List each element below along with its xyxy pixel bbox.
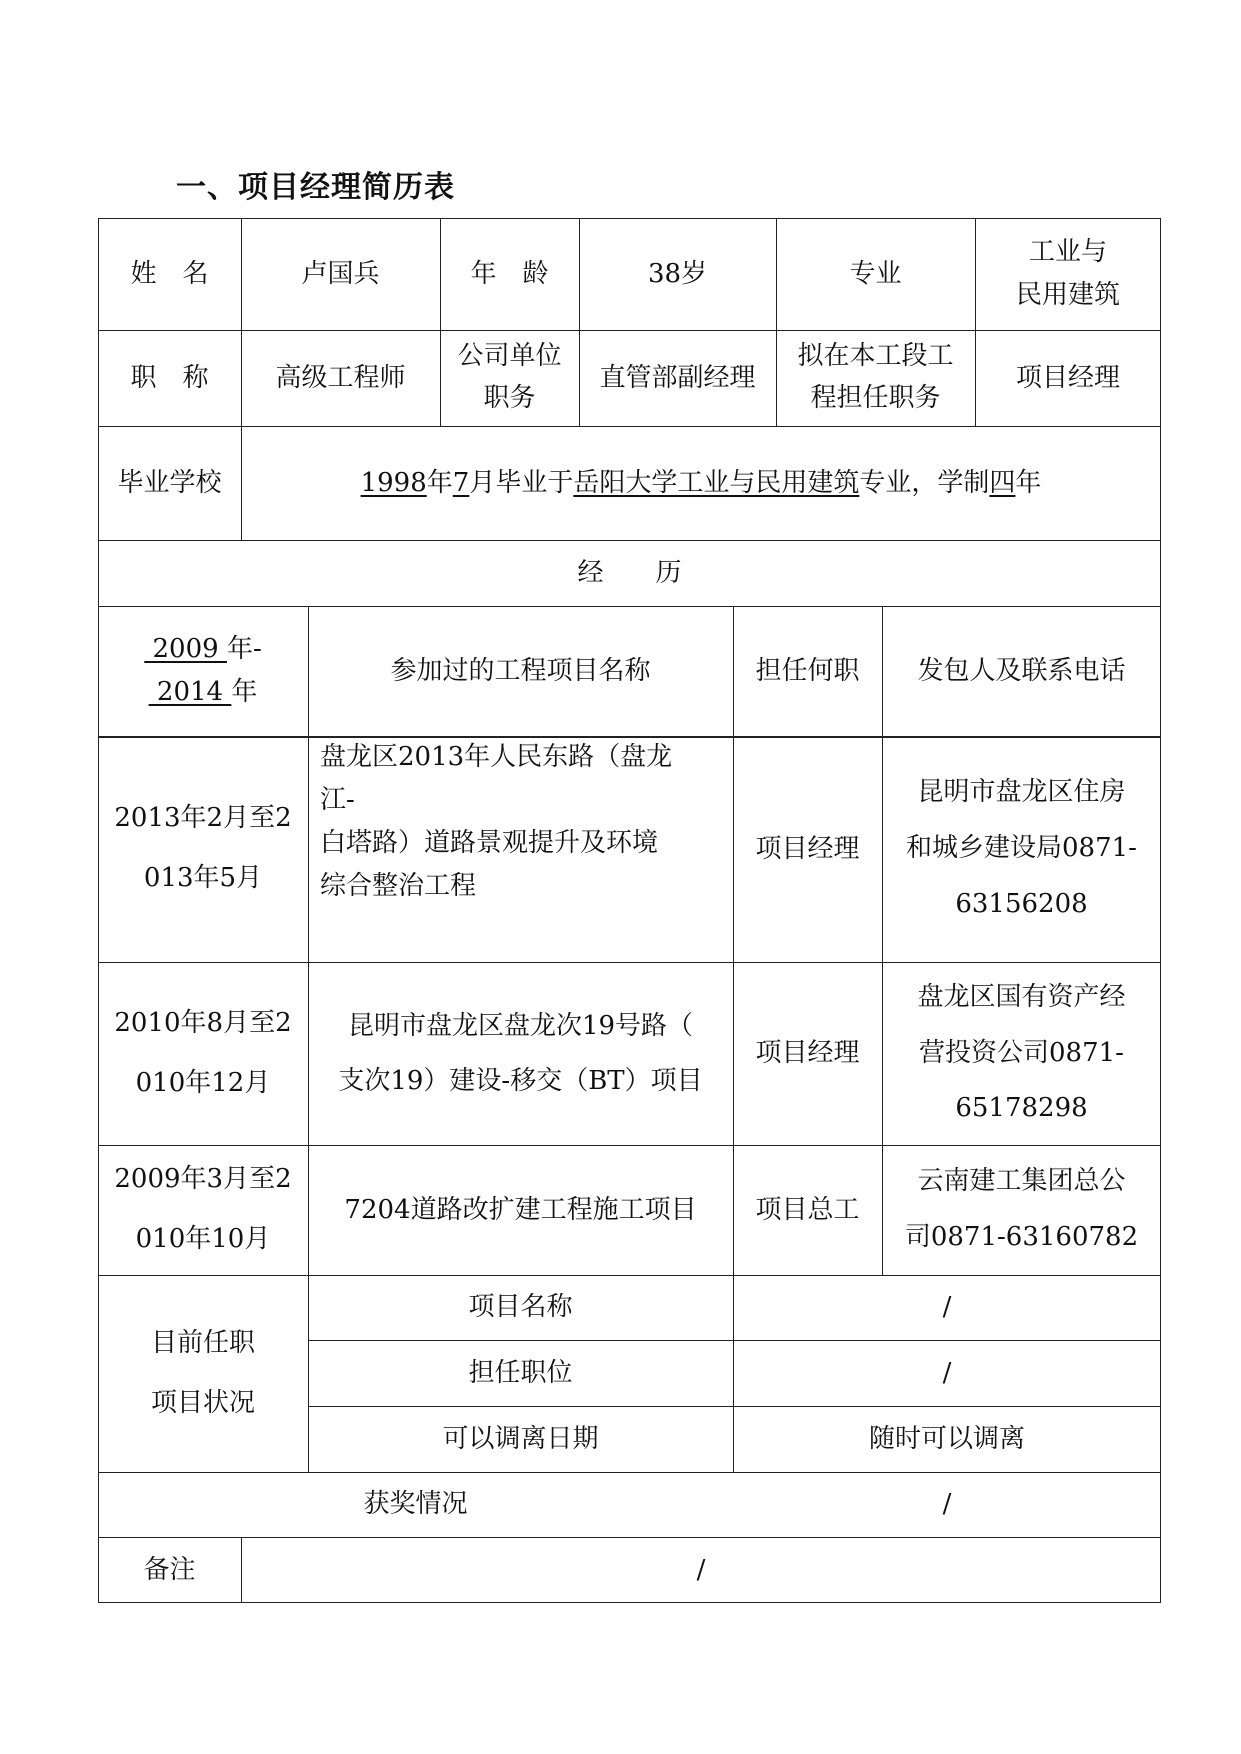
major-value [975, 218, 1161, 330]
title-label: 职 称 [130, 362, 209, 393]
table-row-role: 项目经理 [755, 833, 860, 864]
current-position-label: 担任职位 [468, 1357, 573, 1388]
col-contact-header: 发包人及联系电话 [917, 655, 1126, 686]
education-label: 毕业学校 [117, 467, 222, 498]
experience-section-label: 经 历 [577, 557, 682, 588]
transfer-date-value: 随时可以调离 [868, 1423, 1025, 1454]
awards-value: / [942, 1489, 952, 1520]
grad-month: 7 [452, 467, 470, 498]
name-value: 卢国兵 [301, 258, 380, 289]
company-post-label: 公司单位 职务 [457, 341, 562, 413]
education-value: 1998年7月毕业于岳阳大学工业与民用建筑专业，学制四年 [360, 467, 1042, 498]
planned-post-label: 拟在本工段工 程担任职务 [797, 341, 954, 413]
current-project-name-label: 项目名称 [468, 1292, 573, 1323]
school-major: 岳阳大学工业与民用建筑 [573, 467, 860, 498]
page-title: 一、项目经理简历表 [176, 170, 455, 205]
name-label: 姓 名 [130, 258, 209, 289]
major-value-line1: 工业与 [1028, 237, 1107, 268]
table-row-contact: 云南建工集团总公 司0871-63160782 [904, 1166, 1139, 1252]
table-row-project: 昆明市盘龙区盘龙次19号路（ 支次19）建设-移交（BT）项目 [338, 1010, 703, 1096]
remarks-value: / [696, 1554, 706, 1585]
transfer-date-label: 可以调离日期 [442, 1423, 599, 1454]
awards-label: 获奖情况 [363, 1489, 468, 1520]
table-row-role: 项目经理 [755, 1038, 860, 1069]
major-label: 专业 [849, 258, 902, 289]
table-row-contact: 昆明市盘龙区住房 和城乡建设局0871- 63156208 [906, 777, 1137, 919]
current-project-name-value: / [942, 1292, 952, 1323]
company-post-value: 直管部副经理 [599, 362, 756, 393]
grad-year: 1998 [360, 467, 427, 498]
current-status-label: 目前任职 项目状况 [150, 1327, 255, 1418]
table-row-contact: 盘龙区国有资产经 营投资公司0871- 65178298 [917, 981, 1126, 1124]
study-duration: 四 [989, 467, 1016, 498]
age-value: 38岁 [647, 258, 708, 289]
table-row-period: 2009年3月至2 010年10月 [114, 1164, 292, 1254]
table-row-project: 7204道路改扩建工程施工项目 [344, 1194, 697, 1225]
title-value: 高级工程师 [275, 362, 406, 393]
table-row-period: 2010年8月至2 010年12月 [114, 1007, 292, 1098]
major-value-line2: 民用建筑 [1015, 280, 1120, 310]
planned-post-value: 项目经理 [1015, 362, 1120, 393]
col-role-header: 担任何职 [755, 655, 860, 686]
experience-period-header: 2009 年- 2014 年 [144, 634, 262, 707]
remarks-label: 备注 [143, 1554, 196, 1585]
table-row-project: 盘龙区2013年人民东路（盘龙 江- 白塔路）道路景观提升及环境 综合整治工程 [320, 742, 673, 901]
current-position-value: / [942, 1357, 952, 1388]
table-row-period: 2013年2月至2 013年5月 [114, 803, 292, 893]
col-project-header: 参加过的工程项目名称 [390, 655, 651, 686]
table-row-role: 项目总工 [755, 1194, 860, 1225]
age-label: 年 龄 [470, 258, 549, 289]
